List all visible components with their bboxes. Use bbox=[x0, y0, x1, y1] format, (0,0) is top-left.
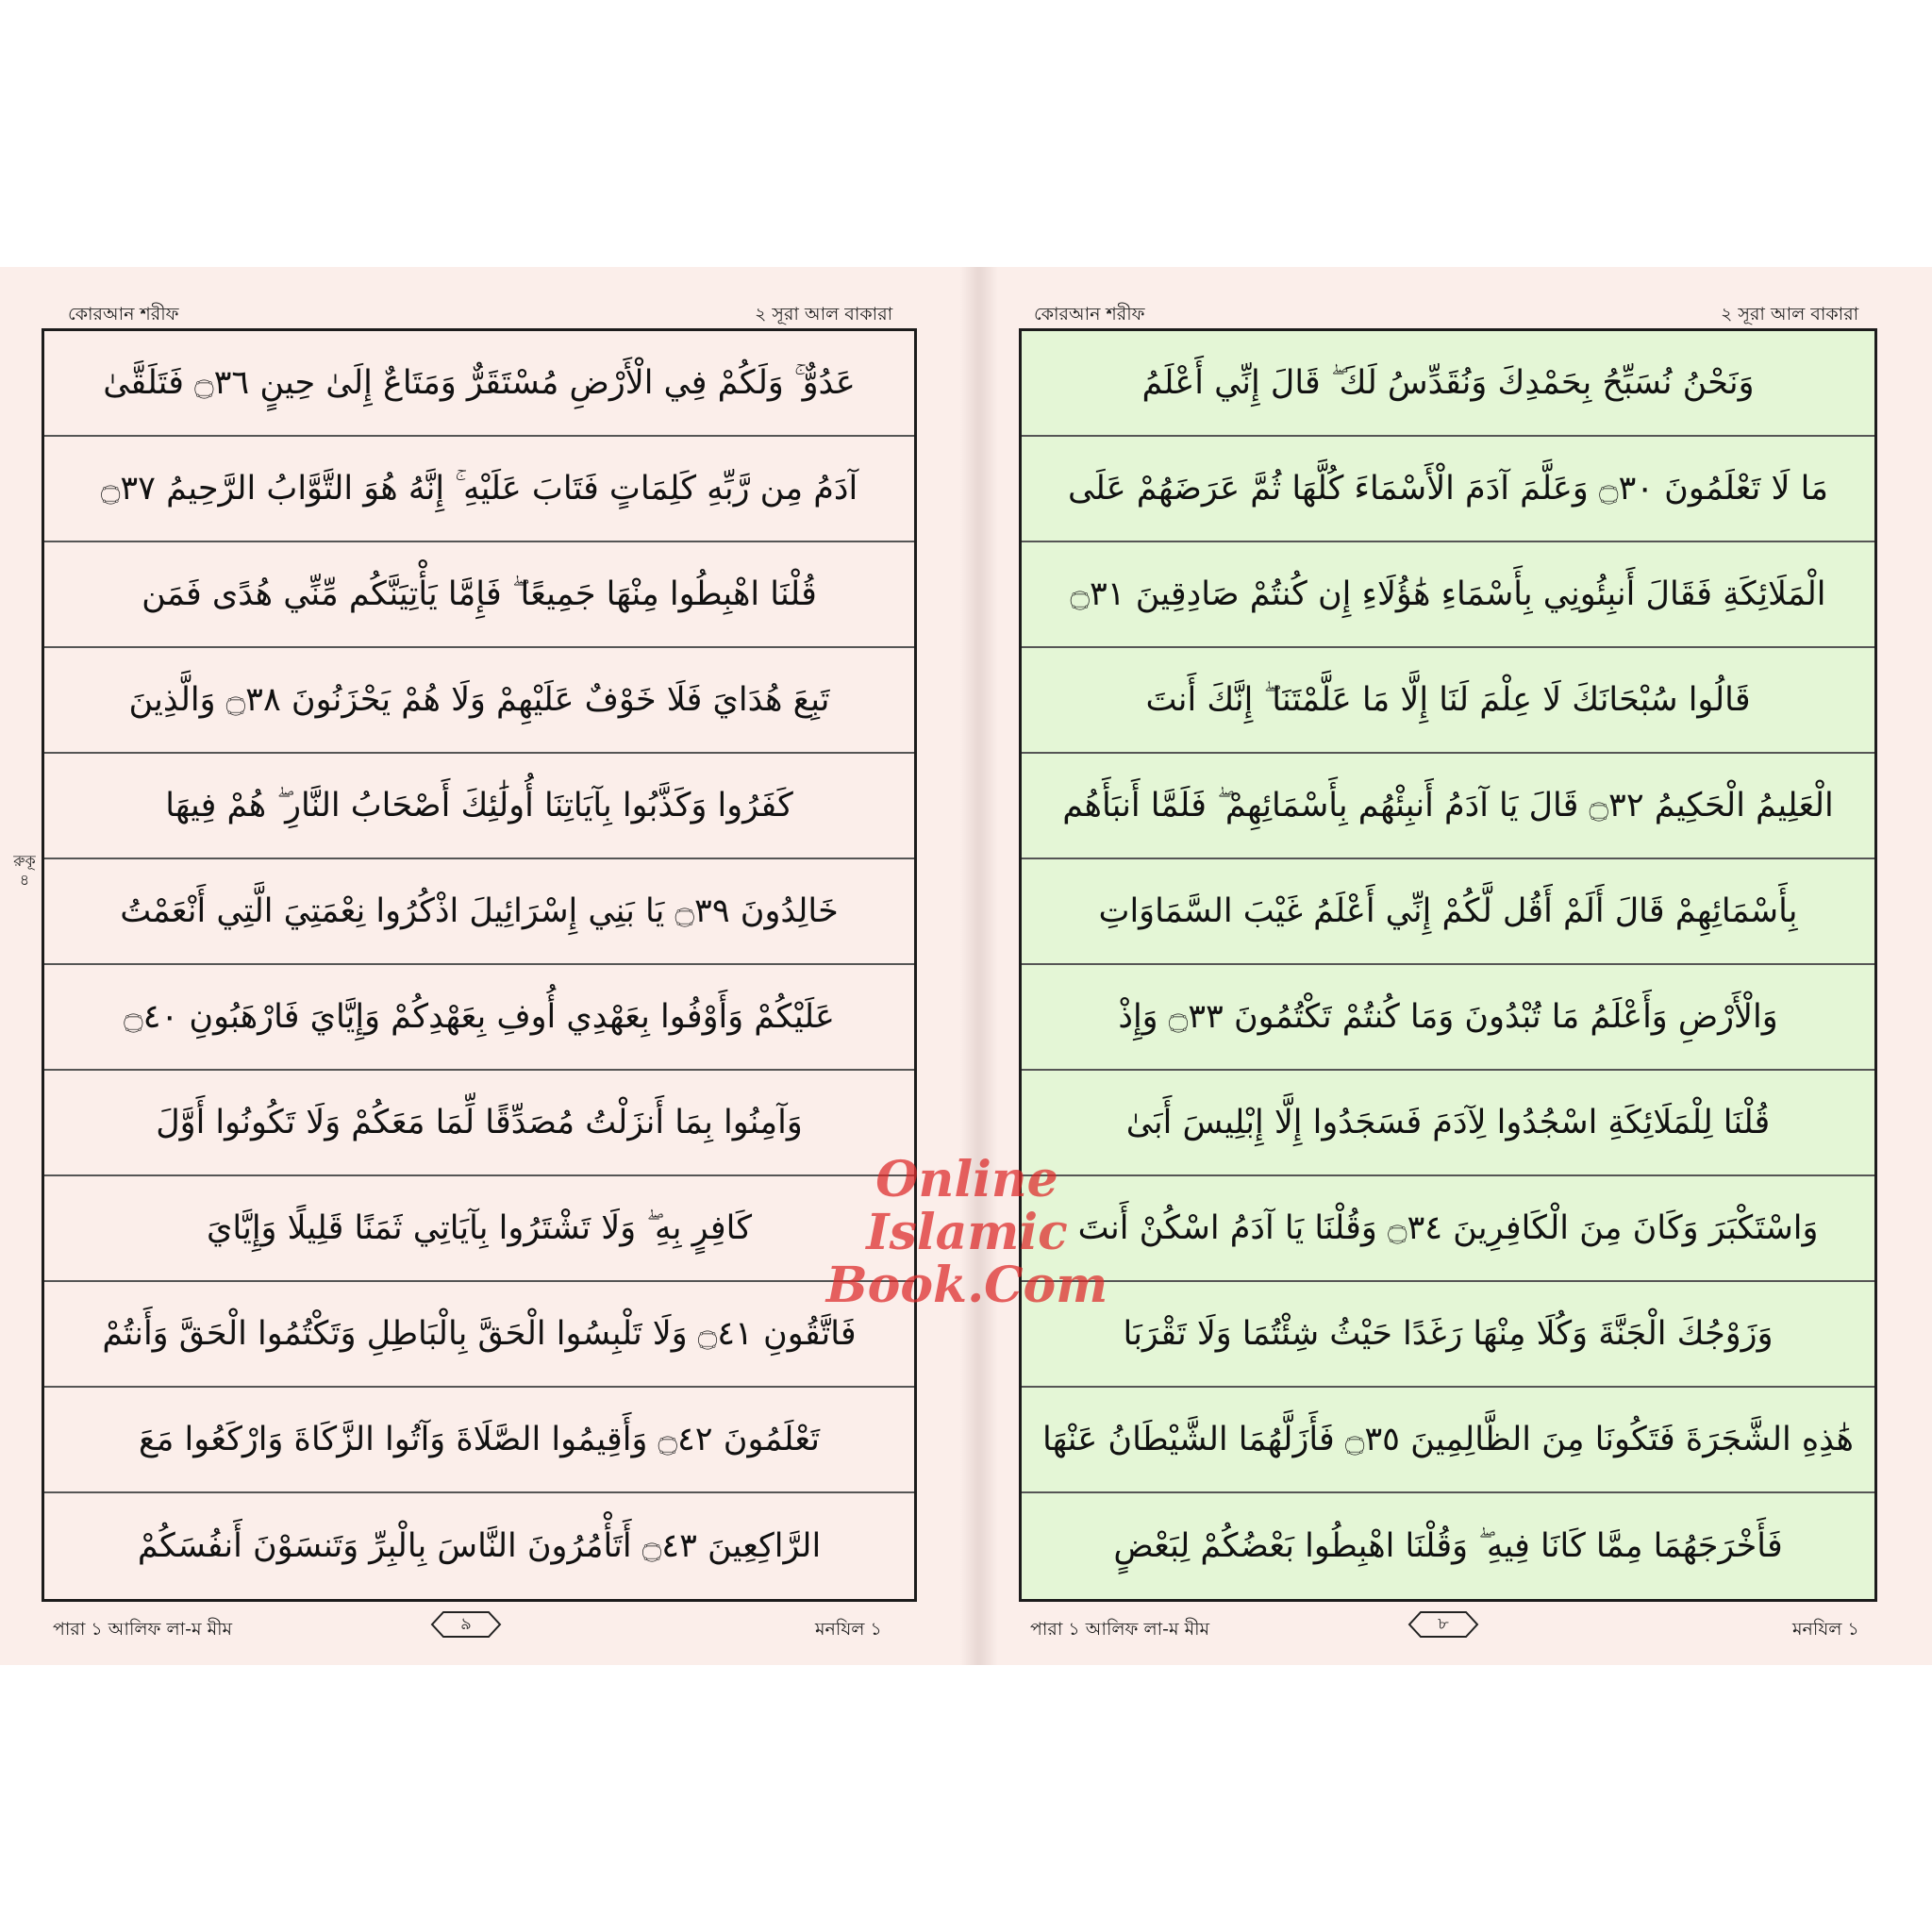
right-line-5: الْعَلِيمُ الْحَكِيمُ ۝٣٢ قَالَ يَا آدَمُ أَنبِئْهُم بِأَسْمَائِهِمْ ۖ فَلَمَّا أَنبَأَهُم bbox=[1022, 754, 1874, 859]
watermark-line-2: Book.Com bbox=[825, 1257, 1108, 1314]
left-header-surah-title: ২ সূরা আল বাকারা bbox=[755, 304, 893, 325]
right-header-book-title: কোরআন শরীফ bbox=[1034, 304, 1145, 325]
left-line-11: تَعْلَمُونَ ۝٤٢ وَأَقِيمُوا الصَّلَاةَ وَآتُوا الزَّكَاةَ وَارْكَعُوا مَعَ bbox=[44, 1388, 914, 1493]
right-page-number bbox=[1407, 1610, 1479, 1639]
right-page-number-text: ৮ bbox=[1438, 1613, 1449, 1634]
right-line-9: وَاسْتَكْبَرَ وَكَانَ مِنَ الْكَافِرِينَ ۝٣٤ وَقُلْنَا يَا آدَمُ اسْكُنْ أَنتَ bbox=[1022, 1176, 1874, 1282]
right-line-12: فَأَخْرَجَهُمَا مِمَّا كَانَا فِيهِ ۖ وَقُلْنَا اهْبِطُوا بَعْضُكُمْ لِبَعْضٍ bbox=[1113, 1527, 1783, 1565]
left-margin-ruku-note: রুকূ ৪ bbox=[13, 852, 36, 889]
left-footer-para: পারা ১ আলিফ লা-ম মীম bbox=[53, 1619, 233, 1640]
left-header-book-title: কোরআন শরীফ bbox=[68, 304, 179, 325]
left-line-1: عَدُوٌّ ۚ وَلَكُمْ فِي الْأَرْضِ مُسْتَقَرٌّ وَمَتَاعٌ إِلَىٰ حِينٍ ۝٣٦ فَتَلَقَّىٰ bbox=[44, 331, 914, 437]
right-line-1: وَنَحْنُ نُسَبِّحُ بِحَمْدِكَ وَنُقَدِّسُ لَكَ ۖ قَالَ إِنِّي أَعْلَمُ bbox=[1022, 331, 1874, 437]
right-line-6: بِأَسْمَائِهِمْ قَالَ أَلَمْ أَقُل لَّكُمْ إِنِّي أَعْلَمُ غَيْبَ السَّمَاوَاتِ bbox=[1022, 859, 1874, 965]
left-line-7: عَلَيْكُمْ وَأَوْفُوا بِعَهْدِي أُوفِ بِعَهْدِكُمْ وَإِيَّايَ فَارْهَبُونِ ۝٤٠ bbox=[44, 965, 914, 1071]
left-line-10: فَاتَّقُونِ ۝٤١ وَلَا تَلْبِسُوا الْحَقَّ بِالْبَاطِلِ وَتَكْتُمُوا الْحَقَّ وَأَنتُمْ bbox=[44, 1282, 914, 1388]
left-line-4: تَبِعَ هُدَايَ فَلَا خَوْفٌ عَلَيْهِمْ وَلَا هُمْ يَحْزَنُونَ ۝٣٨ وَالَّذِينَ bbox=[44, 648, 914, 754]
left-line-2: آدَمُ مِن رَّبِّهِ كَلِمَاتٍ فَتَابَ عَلَيْهِ ۚ إِنَّهُ هُوَ التَّوَّابُ الرَّحِيمُ ۝٣٧ bbox=[44, 437, 914, 542]
left-line-8: وَآمِنُوا بِمَا أَنزَلْتُ مُصَدِّقًا لِّمَا مَعَكُمْ وَلَا تَكُونُوا أَوَّلَ bbox=[44, 1071, 914, 1176]
right-header-surah-title: ২ সূরা আল বাকারা bbox=[1721, 304, 1859, 325]
book-spread bbox=[0, 267, 1932, 1665]
right-text-frame bbox=[1019, 328, 1877, 1602]
right-line-2: مَا لَا تَعْلَمُونَ ۝٣٠ وَعَلَّمَ آدَمَ الْأَسْمَاءَ كُلَّهَا ثُمَّ عَرَضَهُمْ عَلَى bbox=[1022, 437, 1874, 542]
left-line-3: قُلْنَا اهْبِطُوا مِنْهَا جَمِيعًا ۖ فَإِمَّا يَأْتِيَنَّكُم مِّنِّي هُدًى فَمَن bbox=[44, 542, 914, 648]
right-line-3: الْمَلَائِكَةِ فَقَالَ أَنبِئُونِي بِأَسْمَاءِ هَٰؤُلَاءِ إِن كُنتُمْ صَادِقِينَ ۝٣١ bbox=[1022, 542, 1874, 648]
right-line-10: وَزَوْجُكَ الْجَنَّةَ وَكُلَا مِنْهَا رَغَدًا حَيْثُ شِئْتُمَا وَلَا تَقْرَبَا bbox=[1022, 1282, 1874, 1388]
right-line-8: قُلْنَا لِلْمَلَائِكَةِ اسْجُدُوا لِآدَمَ فَسَجَدُوا إِلَّا إِبْلِيسَ أَبَىٰ bbox=[1022, 1071, 1874, 1176]
left-line-6: خَالِدُونَ ۝٣٩ يَا بَنِي إِسْرَائِيلَ اذْكُرُوا نِعْمَتِيَ الَّتِي أَنْعَمْتُ bbox=[44, 859, 914, 965]
left-page-number-text: ৯ bbox=[460, 1613, 472, 1634]
left-line-5: كَفَرُوا وَكَذَّبُوا بِآيَاتِنَا أُولَٰئِكَ أَصْحَابُ النَّارِ ۖ هُمْ فِيهَا bbox=[44, 754, 914, 859]
right-footer-manzil: মনযিল ১ bbox=[1792, 1619, 1859, 1640]
left-line-12: الرَّاكِعِينَ ۝٤٣ أَتَأْمُرُونَ النَّاسَ بِالْبِرِّ وَتَنسَوْنَ أَنفُسَكُمْ bbox=[137, 1527, 822, 1565]
right-line-11: هَٰذِهِ الشَّجَرَةَ فَتَكُونَا مِنَ الظَّالِمِينَ ۝٣٥ فَأَزَلَّهُمَا الشَّيْطَانُ عَنْهَا bbox=[1022, 1388, 1874, 1493]
watermark-line-1: Online Islamic bbox=[866, 1151, 1068, 1261]
right-footer-para: পারা ১ আলিফ লা-ম মীম bbox=[1030, 1619, 1210, 1640]
right-line-4: قَالُوا سُبْحَانَكَ لَا عِلْمَ لَنَا إِلَّا مَا عَلَّمْتَنَا ۖ إِنَّكَ أَنتَ bbox=[1022, 648, 1874, 754]
left-line-9: كَافِرٍ بِهِ ۖ وَلَا تَشْتَرُوا بِآيَاتِي ثَمَنًا قَلِيلًا وَإِيَّايَ bbox=[44, 1176, 914, 1282]
right-line-7: وَالْأَرْضِ وَأَعْلَمُ مَا تُبْدُونَ وَمَا كُنتُمْ تَكْتُمُونَ ۝٣٣ وَإِذْ bbox=[1022, 965, 1874, 1071]
left-footer-manzil: মনযিল ১ bbox=[815, 1619, 882, 1640]
